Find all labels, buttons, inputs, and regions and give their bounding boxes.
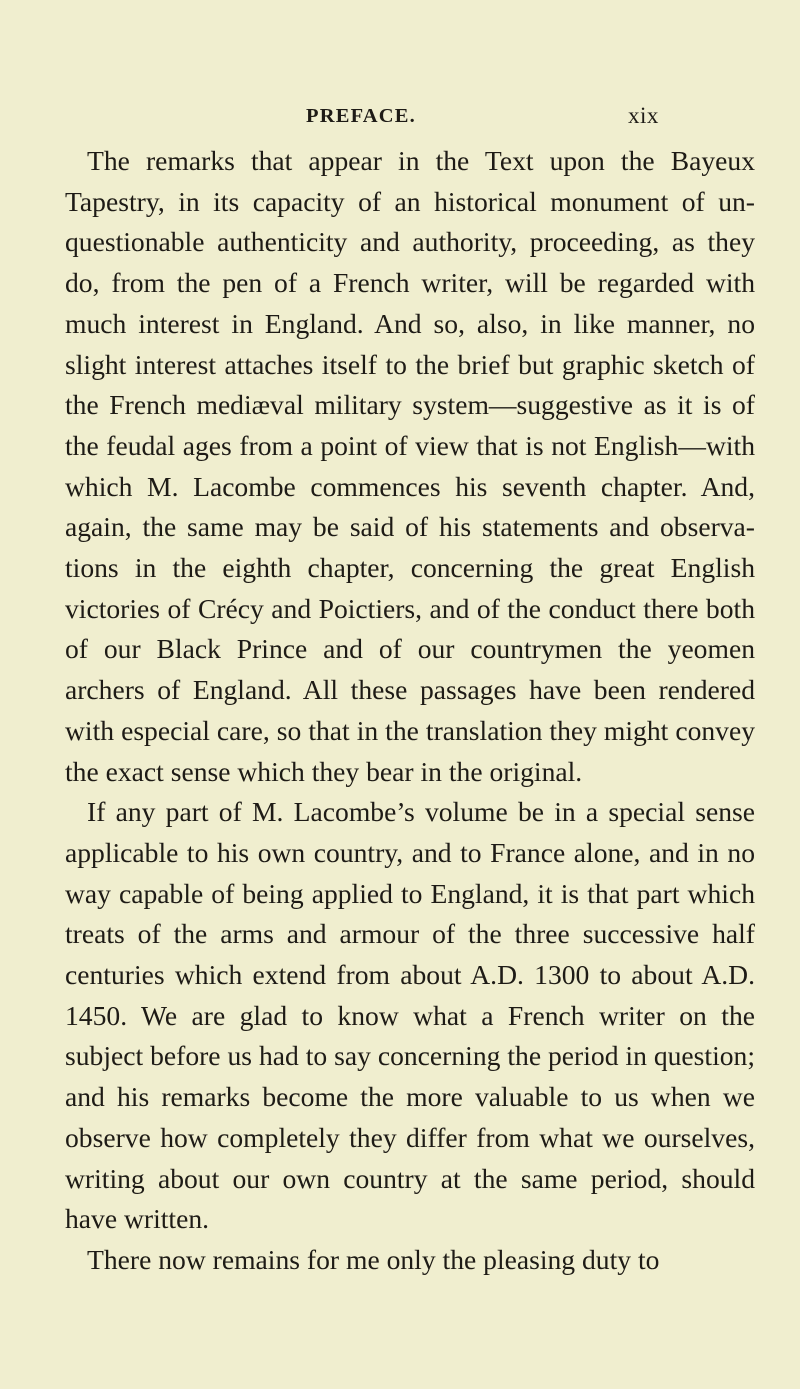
running-head <box>0 96 800 136</box>
paragraph-bayeux-tapestry: The remarks that appear in the Text upon the Bayeux Tapestry, in its capacity of an historical monument of un-questionable authenticity and authority, proceeding, as they do, from the pen of a French writer, will be regarded with much interest in England. And so, also, in like manner, no slight interest attaches itself to the brief but graphic sketch of the French mediæval military system—suggestive as it is of the feudal ages from a point of view that is not English—with which M. Lacombe commences his seventh chapter. And, again, the same may be said of his statements and observa-tions in the eighth chapter, concerning the great English victories of Crécy and Poictiers, and of the conduct there both of our Black Prince and of our countrymen the yeomen archers of England. All these passages have been rendered with especial care, so that in the translation they might convey the exact sense which they bear in the original. <box>65 145 755 787</box>
body-text <box>65 141 755 1281</box>
running-title: PREFACE. <box>306 105 417 127</box>
page-number: xix <box>628 103 659 128</box>
paragraph-arms-and-armour: If any part of M. Lacombe’s volume be in a special sense applicable to his own country, and to France alone, and in no way capable of being applied to England, it is that part which treats of the arms and armour of the three successive half centuries which extend from about A.D. 1300 to about A.D. 1450. We are glad to know what a French writer on the subject before us had to say concerning the period in question; and his remarks become the more valuable to us when we observe how completely they differ from what we ourselves, writing about our own country at the same period, should have written. <box>65 796 755 1235</box>
paragraph-closing: There now remains for me only the pleasing duty to <box>87 1243 660 1275</box>
